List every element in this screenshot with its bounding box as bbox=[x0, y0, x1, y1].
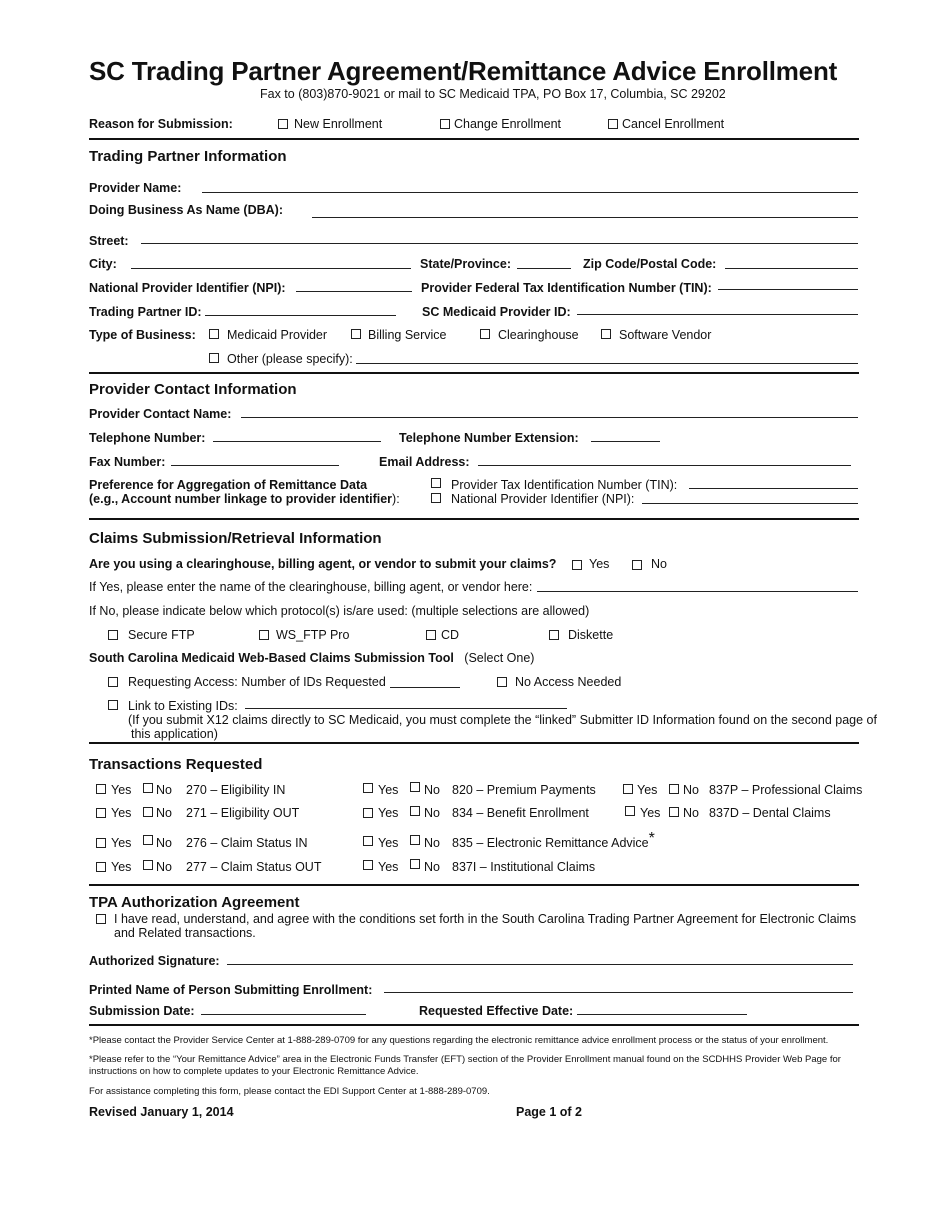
email-field[interactable] bbox=[478, 465, 851, 466]
transactions-heading: Transactions Requested bbox=[89, 756, 263, 773]
effective-date-field[interactable] bbox=[577, 1014, 747, 1015]
tx-yes-label: Yes bbox=[637, 783, 658, 797]
tx-835-no-checkbox[interactable] bbox=[410, 835, 420, 845]
tx-276-no-checkbox[interactable] bbox=[143, 835, 153, 845]
zip-field[interactable] bbox=[725, 268, 858, 269]
section-divider bbox=[89, 372, 859, 374]
section-divider bbox=[89, 138, 859, 140]
tx-yes-label: Yes bbox=[111, 836, 132, 850]
requesting-access-label: Requesting Access: Number of IDs Requested bbox=[128, 675, 386, 689]
clearinghouse-yes-label: Yes bbox=[589, 557, 610, 571]
tx-no-label: No bbox=[683, 806, 699, 820]
fax-label: Fax Number: bbox=[89, 455, 166, 469]
tx-271-no-checkbox[interactable] bbox=[143, 807, 153, 817]
tx-no-label: No bbox=[424, 860, 440, 874]
medicaid-provider-label: Medicaid Provider bbox=[227, 328, 328, 342]
tx-834-no-checkbox[interactable] bbox=[410, 806, 420, 816]
new-enrollment-checkbox[interactable] bbox=[278, 119, 288, 129]
tpa-heading: TPA Authorization Agreement bbox=[89, 894, 300, 911]
tx-no-label: No bbox=[156, 860, 172, 874]
x12-note-line1: (If you submit X12 claims directly to SC Medicaid, you must complete the “linked” Submitter ID Information found on the second page of bbox=[128, 713, 877, 727]
change-enrollment-checkbox[interactable] bbox=[440, 119, 450, 129]
footer-note-remittance: *Please refer to the “Your Remittance Advice” area in the Electronic Funds Transfer (EFT) section of the Provider Enrollment manual found on the SCDHHS Provider Web Page for instructions on how to complete updates to your Electronic Remittance Advice. bbox=[89, 1054, 841, 1077]
pref-npi-label: National Provider Identifier (NPI): bbox=[451, 492, 635, 506]
email-label: Email Address: bbox=[379, 455, 470, 469]
provider-name-field[interactable] bbox=[202, 192, 858, 193]
pref-npi-checkbox[interactable] bbox=[431, 493, 441, 503]
clearinghouse-name-field[interactable] bbox=[537, 591, 858, 592]
city-label: City: bbox=[89, 257, 117, 271]
billing-service-label: Billing Service bbox=[368, 328, 447, 342]
cancel-enrollment-checkbox[interactable] bbox=[608, 119, 618, 129]
billing-service-checkbox[interactable] bbox=[351, 329, 361, 339]
printed-name-field[interactable] bbox=[384, 992, 853, 993]
secure-ftp-label: Secure FTP bbox=[128, 628, 195, 642]
tx-835-label: 835 – Electronic Remittance Advice* bbox=[452, 830, 655, 850]
tx-837d-no-checkbox[interactable] bbox=[669, 807, 679, 817]
agree-checkbox[interactable] bbox=[96, 914, 106, 924]
pref-tin-label: Provider Tax Identification Number (TIN): bbox=[451, 478, 678, 492]
section-divider bbox=[89, 518, 859, 520]
tx-277-yes-checkbox[interactable] bbox=[96, 862, 106, 872]
tx-yes-label: Yes bbox=[378, 806, 399, 820]
tx-834-yes-checkbox[interactable] bbox=[363, 808, 373, 818]
tx-834-label: 834 – Benefit Enrollment bbox=[452, 806, 589, 820]
section-divider bbox=[89, 884, 859, 886]
ids-requested-field[interactable] bbox=[390, 687, 460, 688]
signature-label: Authorized Signature: bbox=[89, 954, 220, 968]
clearinghouse-question: Are you using a clearinghouse, billing agent, or vendor to submit your claims? bbox=[89, 557, 557, 571]
clearinghouse-checkbox[interactable] bbox=[480, 329, 490, 339]
ws-ftp-pro-checkbox[interactable] bbox=[259, 630, 269, 640]
tin-label: Provider Federal Tax Identification Number (TIN): bbox=[421, 281, 712, 295]
tx-276-yes-checkbox[interactable] bbox=[96, 838, 106, 848]
requesting-access-checkbox[interactable] bbox=[108, 677, 118, 687]
tx-yes-label: Yes bbox=[378, 836, 399, 850]
cancel-enrollment-label: Cancel Enrollment bbox=[622, 117, 725, 131]
clearinghouse-no-label: No bbox=[651, 557, 667, 571]
aggregation-pref-label: Preference for Aggregation of Remittance Data bbox=[89, 478, 368, 492]
no-access-label: No Access Needed bbox=[515, 675, 622, 689]
if-no-instruction: If No, please indicate below which protocol(s) is/are used: (multiple selections are allowed) bbox=[89, 604, 590, 618]
clearinghouse-yes-checkbox[interactable] bbox=[572, 560, 582, 570]
medicaid-provider-id-field[interactable] bbox=[577, 314, 858, 315]
telephone-field[interactable] bbox=[213, 441, 381, 442]
x12-note-line2: this application) bbox=[131, 727, 218, 741]
telephone-label: Telephone Number: bbox=[89, 431, 206, 445]
tx-837p-no-checkbox[interactable] bbox=[669, 784, 679, 794]
form-subtitle: Fax to (803)870-9021 or mail to SC Medicaid TPA, PO Box 17, Columbia, SC 29202 bbox=[260, 87, 726, 101]
dba-field[interactable] bbox=[312, 217, 858, 218]
if-yes-instruction: If Yes, please enter the name of the clearinghouse, billing agent, or vendor here: bbox=[89, 580, 533, 594]
pref-tin-checkbox[interactable] bbox=[431, 478, 441, 488]
reason-label: Reason for Submission: bbox=[89, 117, 233, 131]
pref-npi-field[interactable] bbox=[642, 503, 858, 504]
other-business-label: Other (please specify): bbox=[227, 352, 353, 366]
tx-270-no-checkbox[interactable] bbox=[143, 783, 153, 793]
tx-no-label: No bbox=[156, 836, 172, 850]
link-existing-ids-label: Link to Existing IDs: bbox=[128, 699, 238, 713]
clearinghouse-label: Clearinghouse bbox=[498, 328, 579, 342]
fax-field[interactable] bbox=[171, 465, 339, 466]
telephone-ext-label: Telephone Number Extension: bbox=[399, 431, 579, 445]
medicaid-provider-checkbox[interactable] bbox=[209, 329, 219, 339]
tx-yes-label: Yes bbox=[378, 860, 399, 874]
diskette-label: Diskette bbox=[568, 628, 614, 642]
zip-label: Zip Code/Postal Code: bbox=[583, 257, 717, 271]
ws-ftp-pro-label: WS_FTP Pro bbox=[276, 628, 350, 642]
tx-277-no-checkbox[interactable] bbox=[143, 860, 153, 870]
printed-name-label: Printed Name of Person Submitting Enrollment: bbox=[89, 983, 373, 997]
tx-820-yes-checkbox[interactable] bbox=[363, 783, 373, 793]
tx-820-no-checkbox[interactable] bbox=[410, 782, 420, 792]
telephone-ext-field[interactable] bbox=[591, 441, 660, 442]
other-business-field[interactable] bbox=[356, 363, 858, 364]
cd-label: CD bbox=[441, 628, 460, 642]
business-type-label: Type of Business: bbox=[89, 328, 196, 342]
medicaid-provider-id-label: SC Medicaid Provider ID: bbox=[422, 305, 571, 319]
dba-label: Doing Business As Name (DBA): bbox=[89, 203, 284, 217]
effective-date-label: Requested Effective Date: bbox=[419, 1004, 574, 1018]
tx-271-label: 271 – Eligibility OUT bbox=[186, 806, 300, 820]
section-divider bbox=[89, 742, 859, 744]
tin-field[interactable] bbox=[718, 289, 858, 290]
footer-note-edi: For assistance completing this form, please contact the EDI Support Center at 1-888-289-0709. bbox=[89, 1086, 490, 1097]
state-label: State/Province: bbox=[420, 257, 512, 271]
change-enrollment-label: Change Enrollment bbox=[454, 117, 562, 131]
tx-837i-yes-checkbox[interactable] bbox=[363, 860, 373, 870]
provider-name-label: Provider Name: bbox=[89, 181, 182, 195]
street-field[interactable] bbox=[141, 243, 858, 244]
contact-name-label: Provider Contact Name: bbox=[89, 407, 232, 421]
tx-yes-label: Yes bbox=[111, 860, 132, 874]
aggregation-pref-example: (e.g., Account number linkage to provider identifier): bbox=[89, 492, 400, 506]
tx-yes-label: Yes bbox=[640, 806, 661, 820]
tx-837d-yes-checkbox[interactable] bbox=[625, 806, 635, 816]
section-divider bbox=[89, 1024, 859, 1026]
tx-835-yes-checkbox[interactable] bbox=[363, 836, 373, 846]
claims-heading: Claims Submission/Retrieval Information bbox=[89, 530, 382, 547]
tx-837p-label: 837P – Professional Claims bbox=[709, 783, 863, 797]
tx-837i-label: 837I – Institutional Claims bbox=[452, 860, 596, 874]
tx-no-label: No bbox=[424, 783, 440, 797]
software-vendor-checkbox[interactable] bbox=[601, 329, 611, 339]
no-access-checkbox[interactable] bbox=[497, 677, 507, 687]
form-title: SC Trading Partner Agreement/Remittance Advice Enrollment bbox=[89, 56, 838, 86]
tx-no-label: No bbox=[156, 806, 172, 820]
tx-no-label: No bbox=[424, 806, 440, 820]
tx-271-yes-checkbox[interactable] bbox=[96, 808, 106, 818]
tx-277-label: 277 – Claim Status OUT bbox=[186, 860, 322, 874]
tx-270-yes-checkbox[interactable] bbox=[96, 784, 106, 794]
contact-heading: Provider Contact Information bbox=[89, 381, 297, 398]
asterisk-mark: * bbox=[648, 830, 655, 847]
existing-ids-field[interactable] bbox=[245, 708, 567, 709]
city-field[interactable] bbox=[131, 268, 411, 269]
cd-checkbox[interactable] bbox=[426, 630, 436, 640]
contact-name-field[interactable] bbox=[241, 417, 858, 418]
tx-yes-label: Yes bbox=[378, 783, 399, 797]
tx-270-label: 270 – Eligibility IN bbox=[186, 783, 286, 797]
other-business-checkbox[interactable] bbox=[209, 353, 219, 363]
web-tool-line: South Carolina Medicaid Web-Based Claims Submission Tool (Select One) bbox=[89, 651, 535, 665]
diskette-checkbox[interactable] bbox=[549, 630, 559, 640]
tx-276-label: 276 – Claim Status IN bbox=[186, 836, 308, 850]
signature-field[interactable] bbox=[227, 964, 853, 965]
new-enrollment-label: New Enrollment bbox=[294, 117, 383, 131]
software-vendor-label: Software Vendor bbox=[619, 328, 712, 342]
tx-837d-label: 837D – Dental Claims bbox=[709, 806, 831, 820]
street-label: Street: bbox=[89, 234, 129, 248]
revised-date: Revised January 1, 2014 bbox=[89, 1105, 234, 1119]
agree-text-line1: I have read, understand, and agree with the conditions set forth in the South Carolina Trading Partner Agreement for Electronic Claims bbox=[114, 912, 857, 926]
npi-label: National Provider Identifier (NPI): bbox=[89, 281, 286, 295]
trading-partner-heading: Trading Partner Information bbox=[89, 148, 287, 165]
trading-partner-id-label: Trading Partner ID: bbox=[89, 305, 202, 319]
tx-820-label: 820 – Premium Payments bbox=[452, 783, 596, 797]
state-field[interactable] bbox=[517, 268, 571, 269]
tx-no-label: No bbox=[156, 783, 172, 797]
trading-partner-id-field[interactable] bbox=[205, 315, 396, 316]
tx-837i-no-checkbox[interactable] bbox=[410, 859, 420, 869]
clearinghouse-no-checkbox[interactable] bbox=[632, 560, 642, 570]
tx-837p-yes-checkbox[interactable] bbox=[623, 784, 633, 794]
footer-note-contact: *Please contact the Provider Service Center at 1-888-289-0709 for any questions regarding the electronic remittance advice enrollment process or the status of your enrollment. bbox=[89, 1035, 829, 1046]
link-existing-ids-checkbox[interactable] bbox=[108, 700, 118, 710]
submission-date-label: Submission Date: bbox=[89, 1004, 195, 1018]
tx-yes-label: Yes bbox=[111, 806, 132, 820]
tx-no-label: No bbox=[683, 783, 699, 797]
agree-text-line2: and Related transactions. bbox=[114, 926, 256, 940]
page-number: Page 1 of 2 bbox=[516, 1105, 582, 1119]
tx-yes-label: Yes bbox=[111, 783, 132, 797]
tx-no-label: No bbox=[424, 836, 440, 850]
secure-ftp-checkbox[interactable] bbox=[108, 630, 118, 640]
npi-field[interactable] bbox=[296, 291, 412, 292]
submission-date-field[interactable] bbox=[201, 1014, 366, 1015]
pref-tin-field[interactable] bbox=[689, 488, 858, 489]
